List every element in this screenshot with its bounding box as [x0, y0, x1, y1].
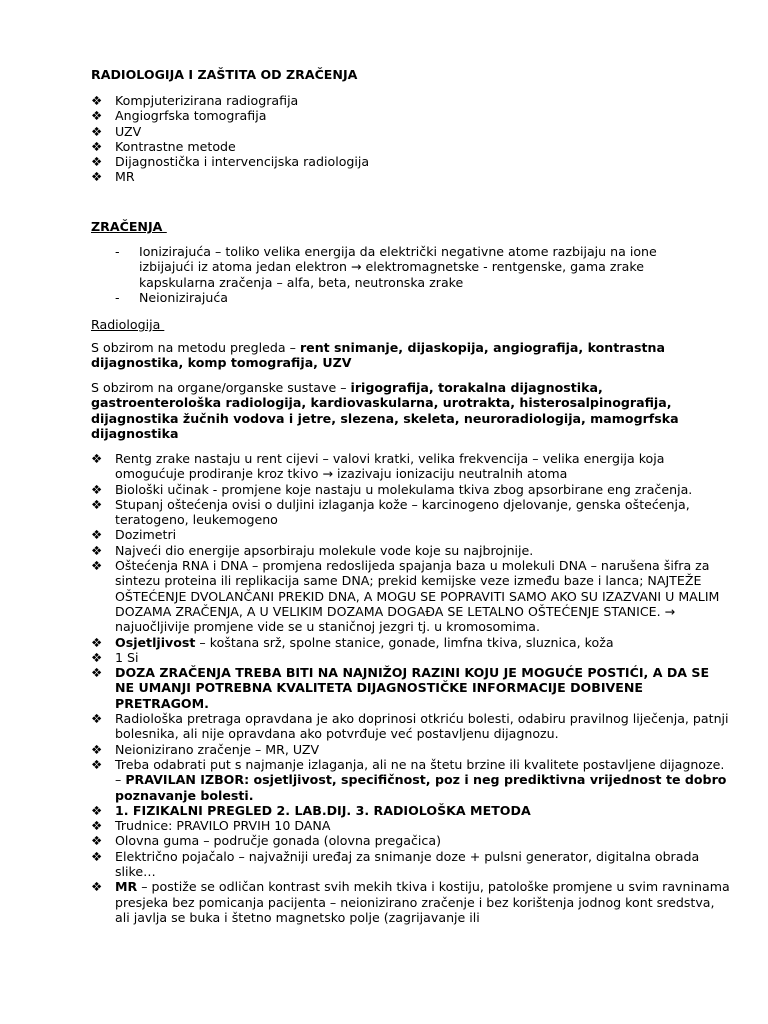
diamond-bullet-icon: ❖	[91, 741, 103, 757]
diamond-bullet-icon: ❖	[91, 138, 103, 154]
list-item: ❖ UZV	[91, 123, 142, 139]
list-item: ❖ Neionizirano zračenje – MR, UZV	[91, 741, 320, 757]
diamond-bullet-icon: ❖	[91, 93, 103, 108]
arrow-right-icon: →	[664, 603, 676, 619]
zracenja-list-block	[115, 244, 715, 305]
diamond-bullet-icon: ❖	[91, 154, 103, 170]
facts-list-block	[91, 451, 731, 925]
list-item: ❖ Rentg zrake nastaju u rent cijevi – valovi kratki, velika frekvencija – velika energija koja omogućuje prodiranje kroz tkivo → izazivaju ionizaciju neutralnih atoma	[91, 451, 665, 482]
arrow-right-icon: →	[350, 259, 362, 275]
diamond-bullet-icon: ❖	[91, 879, 103, 895]
list-item: ❖ Treba odabrati put s najmanje izlaganja, ali ne na štetu brzine ili kvalitete postavljene dijagnoze. – PRAVILAN IZBOR: osjetljivost, specifičnost, poz i neg prediktivna vrijednost te dobro poznavanje bolesti.	[91, 756, 727, 803]
methods-list-block	[91, 93, 731, 185]
diamond-bullet-icon: ❖	[91, 108, 103, 124]
list-item: ❖ Dijagnostička i intervencijska radiologija	[91, 154, 370, 170]
diamond-bullet-icon: ❖	[91, 818, 103, 834]
list-item: ❖ Dozimetri	[91, 527, 177, 543]
diamond-bullet-icon: ❖	[91, 558, 103, 574]
list-item: ❖ Najveći dio energije apsorbiraju molekule vode koje su najbrojnije.	[91, 542, 534, 558]
list-item: ❖ Stupanj oštećenja ovisi o duljini izlaganja kože – karcinogeno djelovanje, genska oštećenja, teratogeno, leukemogeno	[91, 496, 690, 528]
diamond-bullet-icon: ❖	[91, 634, 103, 650]
diamond-bullet-icon: ❖	[91, 649, 103, 665]
diamond-bullet-icon: ❖	[91, 711, 103, 727]
list-item: ❖ Angiogrfska tomografija	[91, 108, 267, 124]
facts-list	[91, 451, 731, 925]
radiologija-heading: Radiologija	[91, 317, 165, 332]
diamond-bullet-icon: ❖	[91, 756, 103, 772]
list-item: ❖ Biološki učinak - promjene koje nastaju u molekulama tkiva zbog apsorbirane eng zračenja.	[91, 481, 693, 497]
diamond-bullet-icon: ❖	[91, 527, 103, 543]
diamond-bullet-icon: ❖	[91, 481, 103, 497]
diamond-bullet-icon: ❖	[91, 496, 103, 512]
zracenja-list	[115, 244, 715, 305]
list-item: - Neionizirajuća	[115, 289, 228, 305]
diamond-bullet-icon: ❖	[91, 169, 103, 185]
paragraph-organi: S obzirom na organe/organske sustave – irigografija, torakalna dijagnostika, gastroenterološka radiologija, kardiovaskularna, urotrakta, histerosalpinografija, dijagnostika žučnih vodova i jetre, slezena, skeleta, neuroradiologija, mamogrfska dijagnostika	[91, 380, 679, 441]
list-item: ❖ Oštećenja RNA i DNA – promjena redoslijeda spajanja baza u molekuli DNA – narušena šifra za sintezu proteina ili replikacija same DNA; prekid kemijske veze između baze i lanca; NAJTEŽE OŠTEĆENJE DVOLANČANI PREKID DNA, A MOGU SE POPRAVITI SAMO AKO SU IZAZVANI U MALIM DOZAMA ZRAČENJA, A U VELIKIM DOZAMA DOGAĐA SE LETALNO OŠTEĆENJE STANICE. → najuočljivije promjene vide se u staničnoj jezgri tj. u kromosomima.	[91, 558, 720, 635]
dash-bullet-icon: -	[115, 289, 120, 305]
diamond-bullet-icon: ❖	[91, 123, 103, 139]
list-item: - Ionizirajuća – toliko velika energija da električki negativne atome razbijaju na ione izbijajući iz atoma jedan elektron → elektromagnetske - rentgenske, gama zrake kapskularna zračenja – alfa, beta, neutronska zrake	[115, 244, 657, 290]
paragraph-metoda-block	[91, 340, 731, 371]
page-title: RADIOLOGIJA I ZAŠTITA OD ZRAČENJA	[91, 67, 358, 82]
list-item: ❖ Kompjuterizirana radiografija	[91, 93, 299, 108]
list-item: ❖ 1. FIZIKALNI PREGLED 2. LAB.DIJ. 3. RADIOLOŠKA METODA	[91, 802, 531, 818]
diamond-bullet-icon: ❖	[91, 848, 103, 864]
diamond-bullet-icon: ❖	[91, 665, 103, 681]
list-item: ❖ Radiološka pretraga opravdana je ako doprinosi otkriću bolesti, odabiru pravilnog liječenja, patnji bolesnika, ali nije opravdana ako potvrđuje već postavljenu dijagnozu.	[91, 711, 729, 742]
diamond-bullet-icon: ❖	[91, 833, 103, 849]
list-item: ❖ Električno pojačalo – najvažniji uređaj za snimanje doze + pulsni generator, digitalna obrada slike…	[91, 848, 700, 880]
list-item: ❖ MR	[91, 169, 135, 185]
methods-list	[91, 93, 731, 185]
diamond-bullet-icon: ❖	[91, 802, 103, 818]
list-item: ❖ 1 Si	[91, 649, 139, 665]
paragraph-metoda: S obzirom na metodu pregleda – rent snimanje, dijaskopija, angiografija, kontrastna dijagnostika, komp tomografija, UZV	[91, 340, 665, 371]
list-item: ❖ DOZA ZRAČENJA TREBA BITI NA NAJNIŽOJ RAZINI KOJU JE MOGUĆE POSTIĆI, A DA SE NE UMANJI POTREBNA KVALITETA DIJAGNOSTIČKE INFORMACIJE DOBIVENE PRETRAGOM.	[91, 665, 710, 711]
list-item: ❖ Kontrastne metode	[91, 138, 236, 154]
arrow-right-icon: →	[322, 466, 333, 482]
diamond-bullet-icon: ❖	[91, 451, 103, 466]
list-item: ❖ Olovna guma – područje gonada (olovna pregačica)	[91, 833, 441, 849]
dash-bullet-icon: -	[115, 244, 120, 259]
list-item: ❖ Osjetljivost – koštana srž, spolne stanice, gonade, limfna tkiva, sluznica, koža	[91, 634, 614, 650]
list-item: ❖ MR – postiže se odličan kontrast svih mekih tkiva i kostiju, patološke promjene u svim ravninama presjeka bez pomicanja pacijenta – neionizirano zračenje i bez korištenja jodnog kont sredstva, ali javlja se buka i štetno magnetsko polje (zagrijavanje ili	[91, 879, 730, 925]
list-item: ❖ Trudnice: PRAVILO PRVIH 10 DANA	[91, 818, 331, 834]
zracenja-heading: ZRAČENJA	[91, 219, 167, 234]
diamond-bullet-icon: ❖	[91, 542, 103, 558]
paragraph-organi-block	[91, 380, 731, 441]
